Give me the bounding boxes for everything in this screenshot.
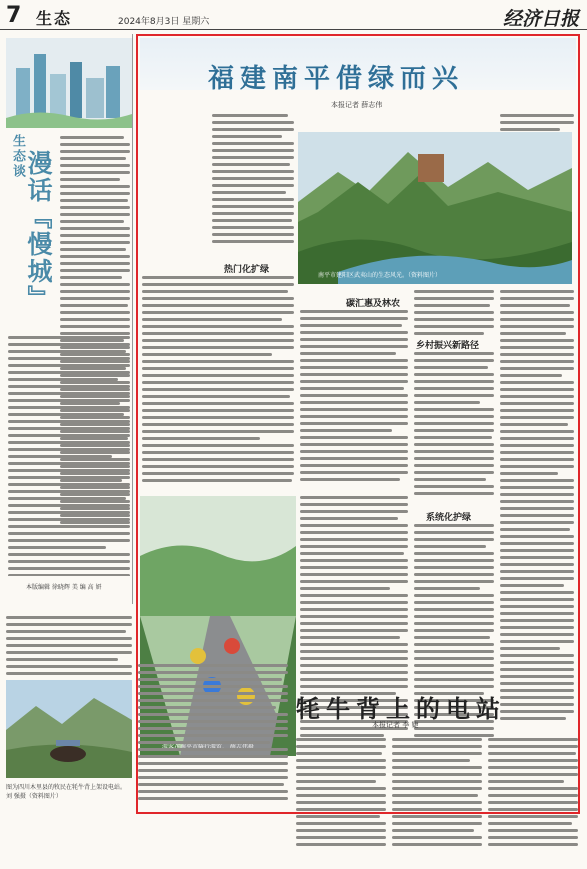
issue-date: 2024年8月3日 星期六 [118, 17, 210, 27]
second-story-title: 牦牛背上的电站 [296, 695, 506, 723]
yak-photo-caption: 图为四川木里县的牧民在牦牛背上架设电站。 刘 强摄（资料图片） [6, 784, 127, 800]
second-story-col-4 [488, 738, 578, 864]
column-title: 漫话『慢城』 [24, 150, 53, 312]
second-story-col-2 [296, 738, 386, 864]
landscape-photo-caption: 南平市建阳区武夷山的生态风光。（资料图片） [318, 272, 442, 279]
masthead [0, 0, 587, 30]
column-divider [132, 34, 133, 604]
feature-col-1-text [142, 276, 294, 490]
column-tag: 生态谈 [10, 134, 25, 179]
feature-intro-text [212, 114, 294, 250]
feature-col-4-text [500, 290, 574, 746]
second-story-col-1 [138, 664, 288, 814]
feature-col-3-text [414, 352, 494, 502]
left-column-text-lower [8, 336, 130, 576]
subhead-3: 乡村振兴新路径 [416, 341, 480, 351]
feature-col-3-top [414, 290, 494, 350]
yak-photo [6, 680, 132, 778]
second-story-byline: 本报记者 李 婕 [372, 721, 419, 729]
feature-col-2-text [300, 310, 408, 490]
second-story-lead [6, 616, 132, 676]
subhead-2: 碳汇惠及林农 [346, 299, 401, 309]
feature-col-4-top [500, 114, 574, 134]
editor-byline: 本版编辑 徐晓辉 美 编 高 妍 [26, 584, 102, 591]
section-name: 生态 [36, 9, 73, 28]
feature-title: 福建南平借绿而兴 [208, 64, 465, 94]
subhead-1: 热门化扩绿 [224, 265, 270, 275]
paper-logo: 经济日报 [502, 8, 579, 30]
subhead-4: 系统化护绿 [426, 513, 472, 523]
page-number: 7 [6, 3, 22, 28]
second-story-col-3 [392, 738, 482, 864]
feature-byline: 本报记者 薛志伟 [331, 101, 383, 109]
skyline-illustration [6, 38, 132, 128]
landscape-photo [298, 132, 572, 284]
